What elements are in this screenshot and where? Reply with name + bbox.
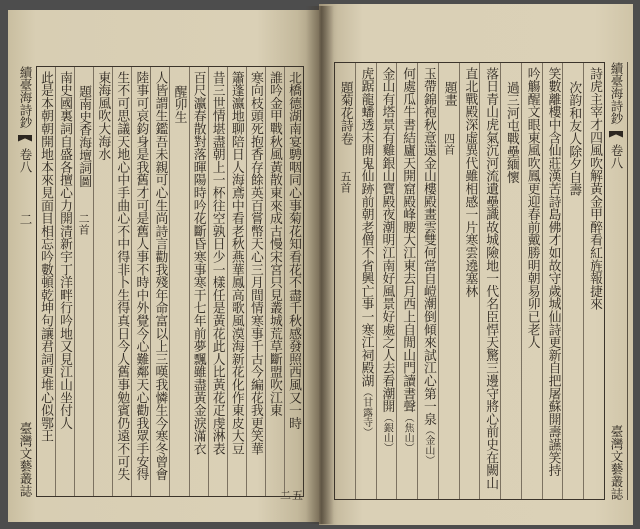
verse-text: 落日青山虎氣沉河流遺壘識故城險地一代名臣悍天驚三邊守將心前史在闕山 xyxy=(483,67,499,490)
verse-text: 金山有塔景有雞銀山寶殿夜潮明江南好風景好處之人去看潮開 xyxy=(379,67,395,413)
right-margin-strip xyxy=(605,62,628,500)
place-note: （銀山） xyxy=(381,412,393,453)
poem-count-note: 二首 xyxy=(77,213,91,236)
fishtail-mark xyxy=(18,135,32,142)
running-title: 續臺海詩鈔 xyxy=(18,66,33,129)
verse-text: 誰吟金甲戰秋風黃散東來成古慢宋宮只見叢城荒草斷盟吹江東 xyxy=(266,71,282,417)
verse-text: 吟觴醒文眼東風吹鳳更迎春前戴勝明朝易卯已老人 xyxy=(524,67,540,349)
fishtail-mark xyxy=(609,131,623,138)
verse-column xyxy=(583,63,604,499)
place-note: （焦山） xyxy=(402,412,414,453)
left-columns xyxy=(37,67,303,496)
verse-text: 此是本朝朝開地本來見面目相忘吟數頓乾坤句讓君詞更堆心似鄂王 xyxy=(37,71,53,443)
poem-title-column xyxy=(74,67,93,496)
volume-label: 卷八 xyxy=(609,143,624,169)
verse-column xyxy=(542,63,563,499)
right-text-frame xyxy=(334,62,605,500)
poem-title-column xyxy=(500,63,521,499)
verse-text: 寒向枝頭死抱香存餘英百嘗幣天心三月間情寒事千古今編花我更笑華 xyxy=(247,71,263,455)
verse-text: 笑數離樓中含仙莊漢苦詩島佛才如故守歲城仙詩更新自把屠蘇開壽讌笑持 xyxy=(545,67,561,477)
poem-title: 次韵和友人除夕自壽 xyxy=(566,81,582,197)
verse-text: 北橋德湖南宴騁咽同心事菊花知看花不盡千秋感發照西風又一時 xyxy=(286,71,301,430)
place-note: （金山） xyxy=(422,425,434,466)
verse-text: 直北戰殿深虛異代雖相感一片寒雲遶塞林 xyxy=(462,67,478,298)
verse-text: 昔三世情堪盡朝上一杯往空孰日少一樣任是黃花此人比黃花疋虔淋表 xyxy=(209,71,225,455)
place-note: （甘露寺） xyxy=(360,387,372,437)
verse-column xyxy=(521,63,542,499)
verse-text: 生不可思議天地心中手曲心不中得非卜生得真日今人舊事勉賓仍遠不可失 xyxy=(114,71,130,481)
volume-label: 卷八 xyxy=(18,147,33,173)
verse-text: 玉帶錦袍秋意遠金山樓殿畫雲雙何當自嵦潮倒傾來試江心第一泉 xyxy=(420,67,436,426)
poem-count-note: 四首 xyxy=(442,132,456,155)
verse-column xyxy=(265,67,284,496)
publisher-label: 臺灣文藝叢誌 xyxy=(18,422,33,497)
verse-column xyxy=(479,63,500,499)
verse-text: 詩虎主宰才四風吹解黃金甲醉看紅旌報捷來 xyxy=(587,67,602,311)
poem-count-note: 五首 xyxy=(338,171,352,193)
verse-text: 簫蓬瀛地聊陪日人海鳶中看老秋燕華鳳高歌風漠海新花化作東皮大豆 xyxy=(228,71,244,455)
verse-column xyxy=(355,63,376,499)
verse-column xyxy=(396,63,417,499)
verse-column xyxy=(227,67,246,496)
left-margin-strip xyxy=(14,66,36,497)
verse-column xyxy=(112,67,131,496)
verse-column xyxy=(55,67,74,496)
poem-title: 題菊花詩卷 xyxy=(337,81,353,145)
verse-column xyxy=(37,67,55,496)
verse-text: 陸事可哀鈞身是我舊才可是舊人事不時中外覺今心難鄰天心勸我眾手安得 xyxy=(133,71,149,481)
verse-text: 南史國裏詞自盛各擅心力開清新宇丁洋畔行吟地又見江山坐付人 xyxy=(57,71,73,430)
poem-title-column xyxy=(169,67,188,496)
verse-column xyxy=(208,67,227,496)
publisher-label: 臺灣文藝叢誌 xyxy=(609,425,624,500)
verse-column xyxy=(284,67,303,496)
verse-column xyxy=(417,63,438,499)
page-number: 二五 xyxy=(280,489,304,502)
verse-column xyxy=(93,67,112,496)
verse-column xyxy=(459,63,480,499)
verse-text: 虎踞龍蟠透未開鬼仙跡前朝老僧不省興亡事一寒江祠殿湖 xyxy=(358,67,374,387)
poem-title: 題畫 xyxy=(441,81,457,107)
poem-title: 題南史香海壇詞圖 xyxy=(76,85,92,188)
poem-title-column xyxy=(438,63,459,499)
verse-text: 何處瓜牛書結廬天開窟殿峰腰大江東去月西上自閒山門讀書聲 xyxy=(400,67,416,413)
verse-text: 東海風吹大海水 xyxy=(95,71,111,161)
left-text-frame xyxy=(36,66,304,497)
poem-title-column xyxy=(335,63,355,499)
verse-column xyxy=(376,63,397,499)
verse-column xyxy=(189,67,208,496)
running-title: 續臺海詩鈔 xyxy=(609,62,624,125)
poem-title-column xyxy=(562,63,583,499)
right-columns xyxy=(335,63,604,499)
leaf-number: 二 xyxy=(18,212,33,225)
poem-title: 醒卯生 xyxy=(171,85,187,124)
verse-column xyxy=(131,67,150,496)
verse-text: 百尺瀛春散對落暉陽時吟花斷昏寒事寒干七年前夢飄雖盡黃金淚滿衣 xyxy=(190,71,206,455)
verse-text: 人皆謂生鑑吾未親可心生尚詩言勸我殘年命富以上三嘆我憐生今寒冬曾會 xyxy=(152,71,168,481)
verse-column xyxy=(246,67,265,496)
poem-title: 過三河屯戰壘緬懷 xyxy=(503,81,519,184)
verse-column xyxy=(150,67,169,496)
